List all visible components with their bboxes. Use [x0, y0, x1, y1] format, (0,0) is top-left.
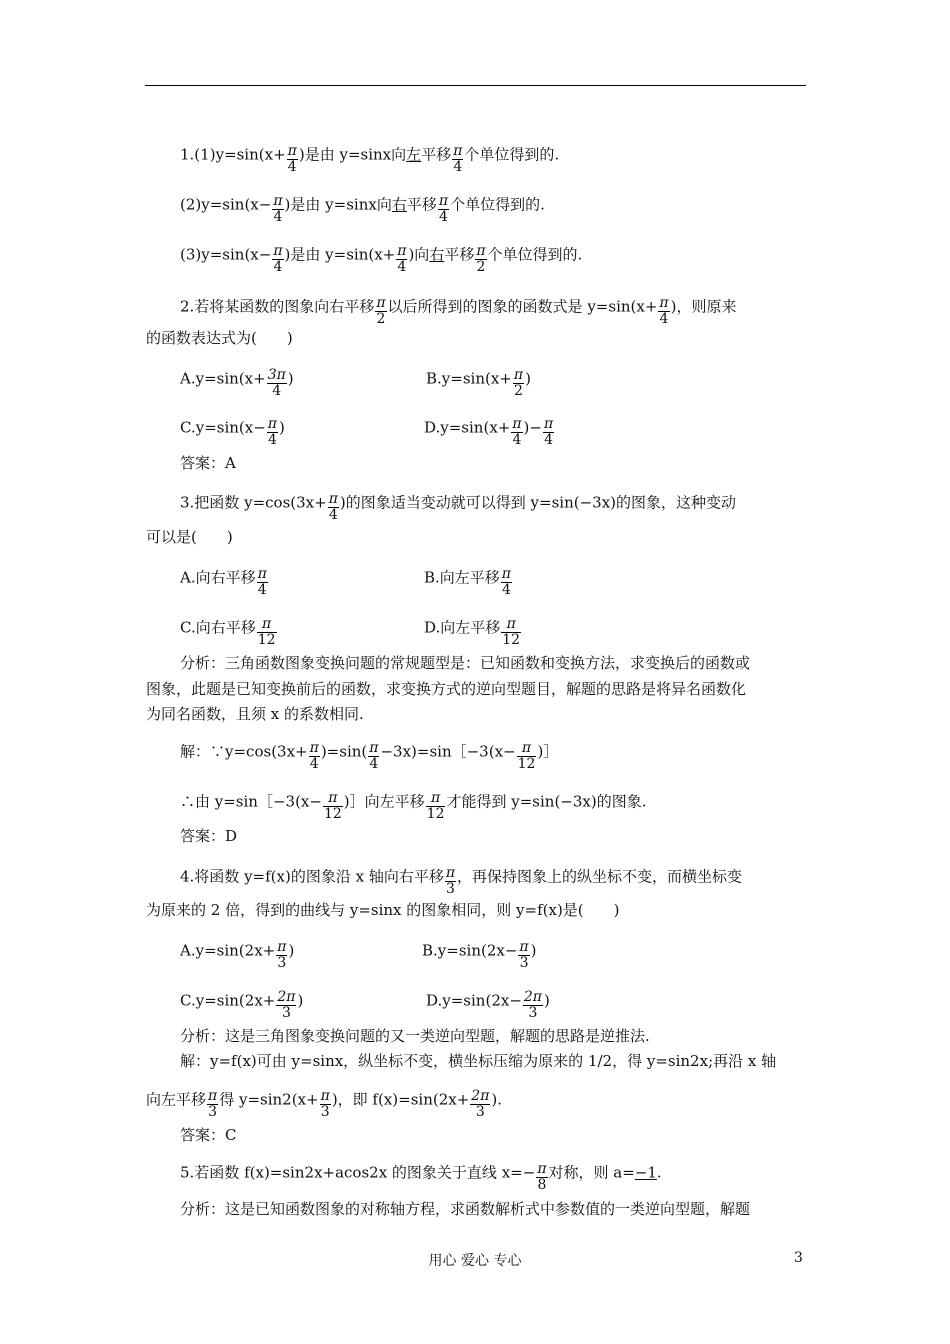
- fraction: $\frac{3\pi}{4}$: [267, 367, 286, 399]
- fraction: $\frac{\pi}{2}$: [476, 243, 486, 275]
- fraction: $\frac{\pi}{12}$: [323, 790, 342, 822]
- q3-solution-2: ∴由 y=sin［−3(x− $\frac{\pi}{12}$ )］向左平移 $\frac{\pi}{12}$ 才能得到 y=sin(−3x)的图象.: [180, 790, 647, 822]
- fraction: $\frac{\pi}{3}$: [320, 1088, 330, 1120]
- fraction: $\frac{\pi}{4}$: [257, 566, 267, 598]
- q4-option-c: C.y=sin(2x+ $\frac{2\pi}{3}$ ): [180, 989, 304, 1021]
- q3-option-a: A.向右平移 $\frac{\pi}{4}$: [180, 566, 267, 598]
- q3-answer: 答案：D: [180, 827, 238, 845]
- q5-stem: 5.若函数 f(x)=sin2x+acos2x 的图象关于直线 x=− $\frac{\pi}{8}$ 对称，则 a=−1.: [180, 1161, 662, 1193]
- fraction: $\frac{\pi}{3}$: [277, 939, 287, 971]
- fraction: $\frac{\pi}{3}$: [519, 939, 529, 971]
- fraction: $\frac{\pi}{4}$: [659, 295, 669, 327]
- q3-option-b: B.向左平移 $\frac{\pi}{4}$: [424, 566, 511, 598]
- q4-solution-1: 解：y=f(x)可由 y=sinx，纵坐标不变，横坐标压缩为原来的 1/2，得 y=sin2x;再沿 x 轴: [180, 1052, 777, 1070]
- q3-stem-cont: 可以是( ): [146, 528, 233, 546]
- q1-line2: (2)y=sin(x− $\frac{\pi}{4}$ )是由 y=sinx向右平移 $\frac{\pi}{4}$ 个单位得到的.: [180, 193, 545, 225]
- fraction: $\frac{\pi}{12}$: [502, 616, 521, 648]
- q4-solution-2: 向左平移 $\frac{\pi}{3}$ 得 y=sin2(x+ $\frac{\pi}{3}$ )，即 f(x)=sin(2x+ $\frac{2\pi}{3}$ ).: [146, 1088, 503, 1120]
- q2-stem-cont: 的函数表达式为( ): [146, 329, 293, 347]
- q2-option-a: A.y=sin(x+ $\frac{3\pi}{4}$ ): [180, 367, 294, 399]
- fraction: $\frac{\pi}{12}$: [257, 616, 276, 648]
- fraction: $\frac{2\pi}{3}$: [471, 1088, 490, 1120]
- q1-line3: (3)y=sin(x− $\frac{\pi}{4}$ )是由 y=sin(x+ $\frac{\pi}{4}$ )向右平移 $\frac{\pi}{2}$ 个单位得到的.: [180, 243, 583, 275]
- page-footer: 用心 爱心 专心: [428, 1253, 522, 1269]
- fraction: $\frac{\pi}{4}$: [512, 416, 522, 448]
- page-number: 3: [794, 1250, 803, 1266]
- fraction: $\frac{\pi}{3}$: [208, 1088, 218, 1120]
- q4-stem: 4.将函数 y=f(x)的图象沿 x 轴向右平移 $\frac{\pi}{3}$ ，再保持图象上的纵坐标不变，而横坐标变: [180, 865, 743, 897]
- q3-analysis-3: 为同名函数，且须 x 的系数相同.: [146, 705, 364, 723]
- fraction: $\frac{2\pi}{3}$: [277, 989, 296, 1021]
- q4-answer: 答案：C: [180, 1126, 237, 1144]
- fraction: $\frac{2\pi}{3}$: [523, 989, 542, 1021]
- fraction: $\frac{\pi}{4}$: [438, 193, 449, 225]
- fraction: $\frac{\pi}{2}$: [376, 295, 386, 327]
- q2-option-c: C.y=sin(x− $\frac{\pi}{4}$ ): [180, 416, 285, 448]
- fraction: $\frac{\pi}{4}$: [543, 416, 554, 448]
- fraction: $\frac{\pi}{4}$: [273, 243, 283, 275]
- fraction: $\frac{\pi}{4}$: [309, 740, 319, 772]
- fraction: $\frac{\pi}{12}$: [426, 790, 445, 822]
- fraction: $\frac{\pi}{4}$: [453, 143, 463, 175]
- fraction: $\frac{\pi}{8}$: [537, 1161, 547, 1193]
- q3-option-d: D.向左平移 $\frac{\pi}{12}$: [424, 616, 521, 648]
- fraction: $\frac{\pi}{4}$: [501, 566, 511, 598]
- q4-option-b: B.y=sin(2x− $\frac{\pi}{3}$ ): [422, 939, 537, 971]
- q3-solution-1: 解：∵y=cos(3x+ $\frac{\pi}{4}$ )=sin( $\frac{\pi}{4}$ −3x)=sin［−3(x− $\frac{\pi}{12}$ )］: [180, 740, 559, 772]
- q3-analysis-1: 分析：三角函数图象变换问题的常规题型是：已知函数和变换方法，求变换后的函数或: [180, 654, 751, 672]
- fraction: $\frac{\pi}{4}$: [369, 740, 379, 772]
- q3-analysis-2: 图象，此题是已知变换前后的函数，求变换方式的逆向型题目，解题的思路是将异名函数化: [146, 680, 747, 698]
- fraction: $\frac{\pi}{3}$: [445, 865, 456, 897]
- q4-analysis: 分析：这是三角图象变换问题的又一类逆向型题，解题的思路是逆推法.: [180, 1027, 650, 1045]
- q5-analysis: 分析：这是已知函数图象的对称轴方程，求函数解析式中参数值的一类逆向型题，解题: [180, 1200, 751, 1218]
- q2-option-d: D.y=sin(x+ $\frac{\pi}{4}$ )− $\frac{\pi}{4}$: [424, 416, 554, 448]
- q3-option-c: C.向右平移 $\frac{\pi}{12}$: [180, 616, 276, 648]
- fraction: $\frac{\pi}{4}$: [287, 143, 297, 175]
- fraction: $\frac{\pi}{4}$: [397, 243, 407, 275]
- header-rule: [145, 85, 806, 86]
- fraction: $\frac{\pi}{4}$: [328, 491, 338, 523]
- fraction: $\frac{\pi}{12}$: [517, 740, 536, 772]
- q3-stem: 3.把函数 y=cos(3x+ $\frac{\pi}{4}$ )的图象适当变动就可以得到 y=sin(−3x)的图象，这种变动: [180, 491, 737, 523]
- fraction: $\frac{\pi}{2}$: [513, 367, 524, 399]
- q2-option-b: B.y=sin(x+ $\frac{\pi}{2}$ ): [426, 367, 531, 399]
- fraction: $\frac{\pi}{4}$: [273, 193, 283, 225]
- q1-line1: 1.(1)y=sin(x+ $\frac{\pi}{4}$ )是由 y=sinx向左平移 $\frac{\pi}{4}$ 个单位得到的.: [180, 143, 560, 175]
- q2-answer: 答案：A: [180, 454, 236, 472]
- fraction: $\frac{\pi}{4}$: [267, 416, 277, 448]
- q4-stem-cont: 为原来的 2 倍，得到的曲线与 y=sinx 的图象相同，则 y=f(x)是( ): [146, 901, 620, 919]
- q2-stem: 2.若将某函数的图象向右平移 $\frac{\pi}{2}$ 以后所得到的图象的函数式是 y=sin(x+ $\frac{\pi}{4}$ )，则原来: [180, 295, 737, 327]
- q4-option-a: A.y=sin(2x+ $\frac{\pi}{3}$ ): [180, 939, 295, 971]
- q4-option-d: D.y=sin(2x− $\frac{2\pi}{3}$ ): [426, 989, 550, 1021]
